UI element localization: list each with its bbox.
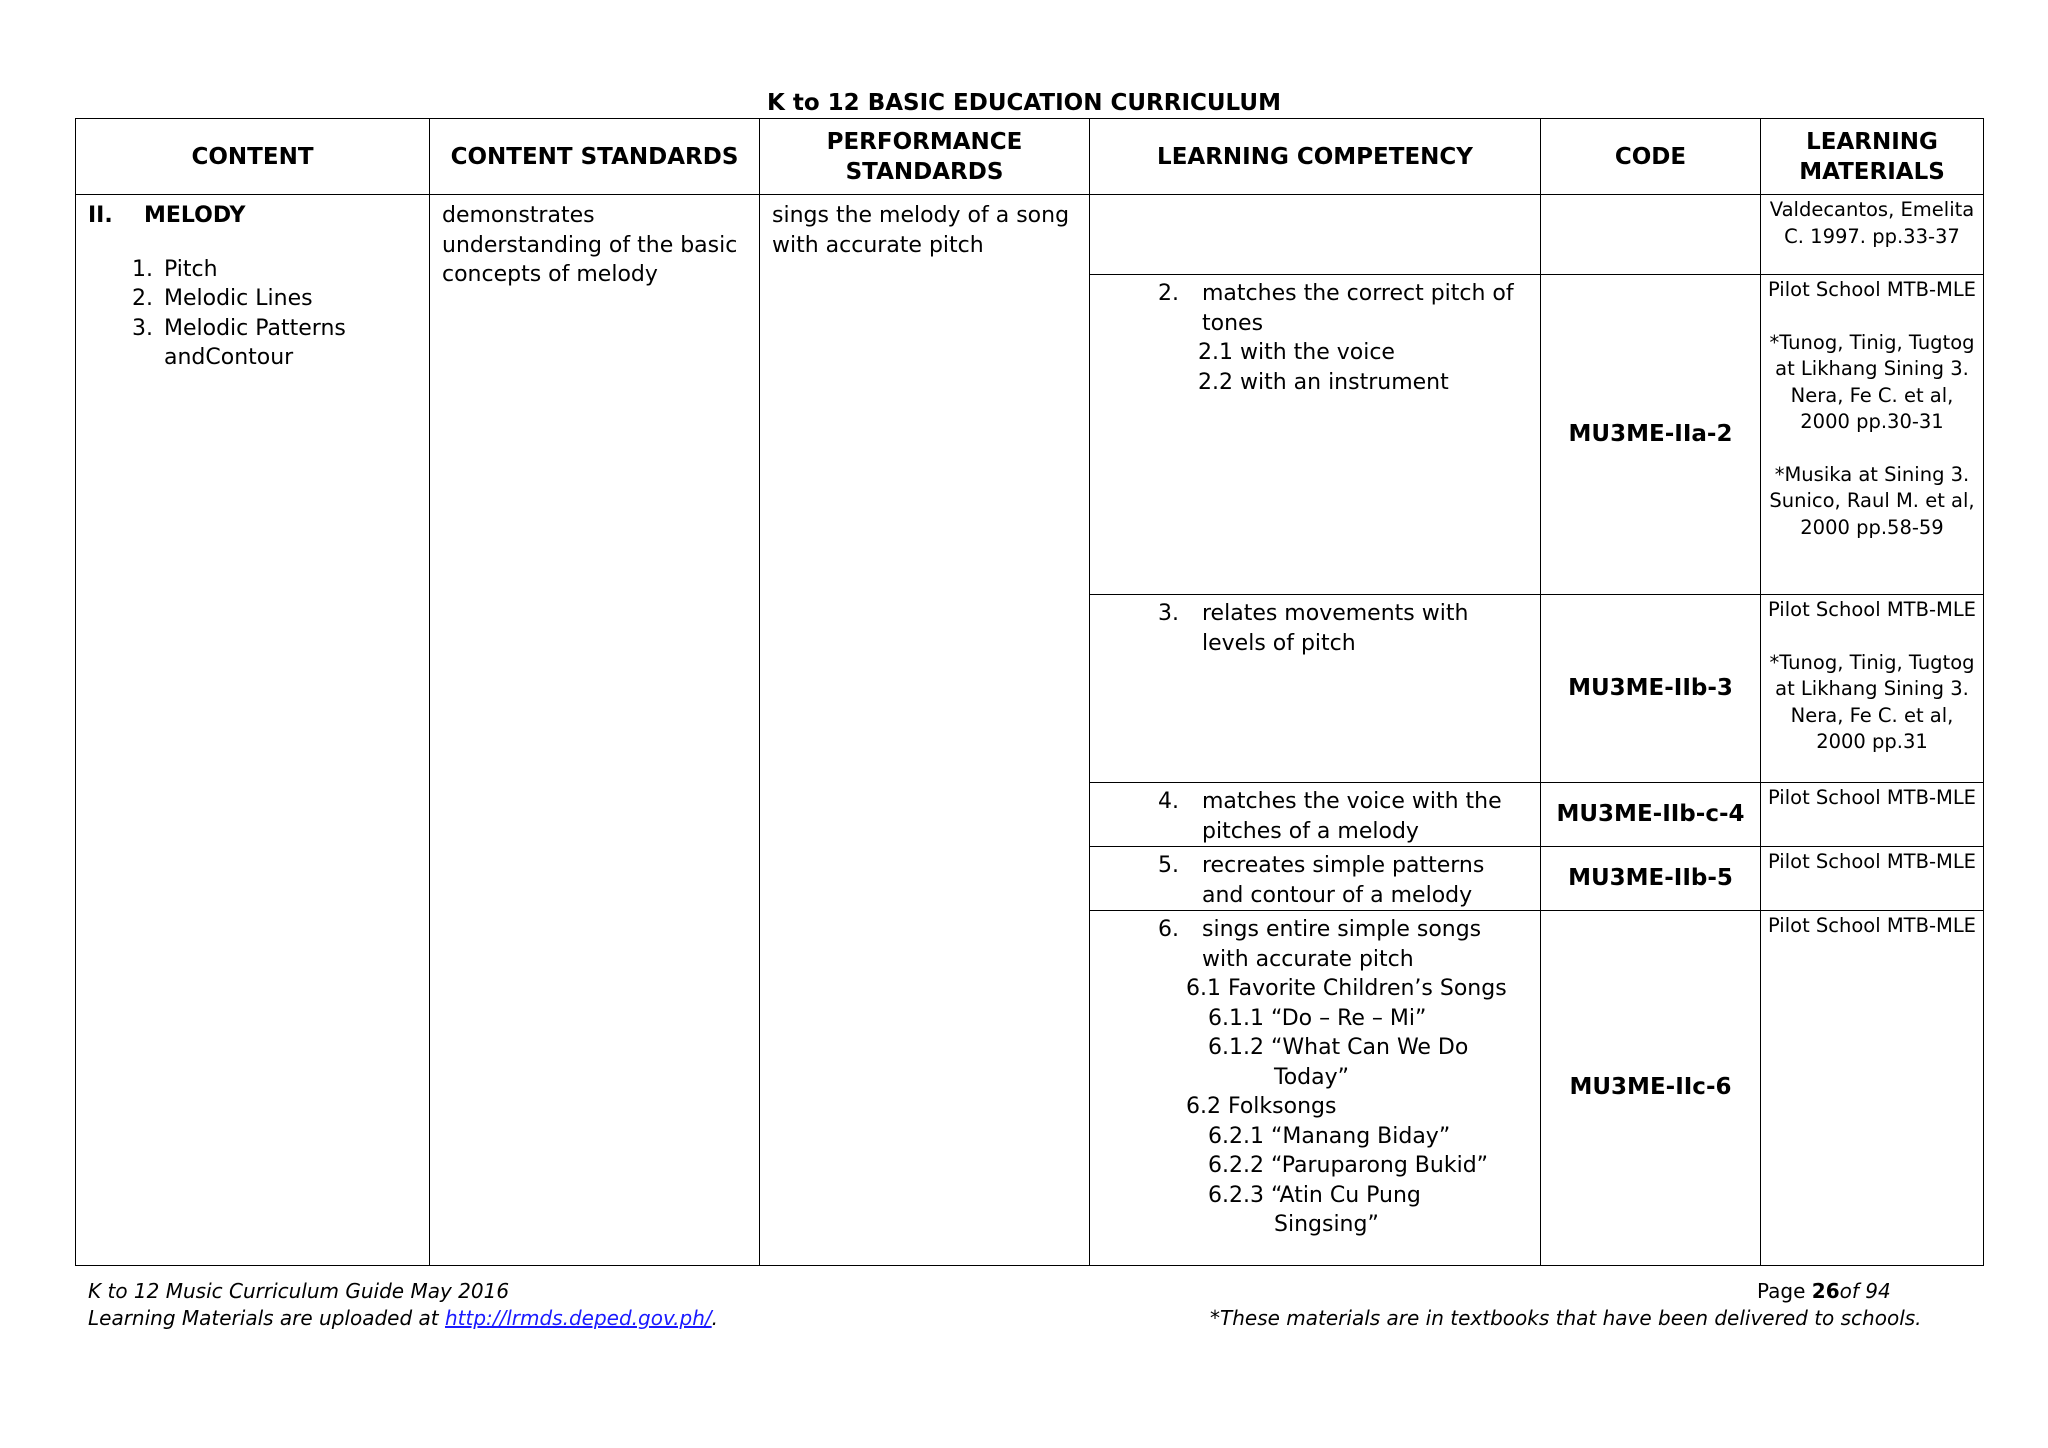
header-learning-competency: LEARNING COMPETENCY xyxy=(1090,119,1541,195)
header-learning-materials: LEARNING MATERIALS xyxy=(1761,119,1984,195)
table-header-row xyxy=(76,119,1984,195)
list-item: 1. Pitch xyxy=(132,256,218,282)
code-cell-empty xyxy=(1541,195,1761,275)
materials-cell: Pilot School MTB-MLE xyxy=(1761,847,1984,911)
content-heading: II. MELODY xyxy=(88,203,246,228)
materials-cell: Pilot School MTB-MLE *Tunog, Tinig, Tugtog at Likhang Sining 3. Nera, Fe C. et al, 2000 pp.31 xyxy=(1761,595,1984,783)
header-content: CONTENT xyxy=(76,119,430,195)
code-cell: MU3ME-IIb-3 xyxy=(1541,595,1761,783)
code-cell: MU3ME-IIc-6 xyxy=(1541,911,1761,1266)
code-cell: MU3ME-IIb-c-4 xyxy=(1541,783,1761,847)
content-standard-cell: demonstrates understanding of the basic concepts of melody xyxy=(430,195,760,1266)
footer-textbook-note: *These materials are in textbooks that have been delivered to schools. xyxy=(1210,1306,1922,1330)
competency-cell: 4. matches the voice with the pitches of a melody xyxy=(1090,783,1541,847)
footer-upload-note: Learning Materials are uploaded at http://lrmds.deped.gov.ph/. xyxy=(88,1306,719,1330)
list-item: 3. Melodic Patterns andContour xyxy=(132,315,346,370)
document-title: K to 12 BASIC EDUCATION CURRICULUM xyxy=(767,90,1281,116)
materials-cell: Pilot School MTB-MLE xyxy=(1761,783,1984,847)
competency-cell: 3. relates movements with levels of pitch xyxy=(1090,595,1541,783)
footer-guide-title: K to 12 Music Curriculum Guide May 2016 xyxy=(88,1279,510,1303)
competency-cell: 2. matches the correct pitch of tones 2.1 with the voice 2.2 with an instrument xyxy=(1090,275,1541,595)
page-number: Page 26of 94 xyxy=(1757,1279,1891,1303)
competency-cell: 5. recreates simple patterns and contour of a melody xyxy=(1090,847,1541,911)
code-cell: MU3ME-IIb-5 xyxy=(1541,847,1761,911)
materials-cell: Pilot School MTB-MLE xyxy=(1761,911,1984,1266)
lrmds-link[interactable]: http://lrmds.deped.gov.ph/ xyxy=(444,1306,712,1330)
code-cell: MU3ME-IIa-2 xyxy=(1541,275,1761,595)
materials-cell: Pilot School MTB-MLE *Tunog, Tinig, Tugtog at Likhang Sining 3. Nera, Fe C. et al, 2000 pp.30-31 *Musika at Sining 3. Sunico, Raul M. et al, 2000 pp.58-59 xyxy=(1761,275,1984,595)
competency-cell: 6. sings entire simple songs with accurate pitch 6.1 Favorite Children’s Songs 6.1.1 “Do – Re – Mi” 6.1.2 “What Can We Do Today” 6.2 Folksongs 6.2.1 “Manang Biday” 6.2.2 “Paruparong Bukid” 6.2.3 “Atin Cu Pung Singsing” xyxy=(1090,911,1541,1266)
content-sublist xyxy=(88,255,419,373)
list-item: 2. Melodic Lines xyxy=(132,286,313,311)
table-row xyxy=(76,195,1984,275)
competency-cell-empty xyxy=(1090,195,1541,275)
header-content-standards: CONTENT STANDARDS xyxy=(430,119,760,195)
performance-standard-cell: sings the melody of a song with accurate pitch xyxy=(760,195,1090,1266)
curriculum-table xyxy=(75,118,1984,1266)
header-code: CODE xyxy=(1541,119,1761,195)
materials-cell: Valdecantos, Emelita C. 1997. pp.33-37 xyxy=(1761,195,1984,275)
header-performance-standards: PERFORMANCE STANDARDS xyxy=(760,119,1090,195)
content-cell xyxy=(76,195,430,1266)
